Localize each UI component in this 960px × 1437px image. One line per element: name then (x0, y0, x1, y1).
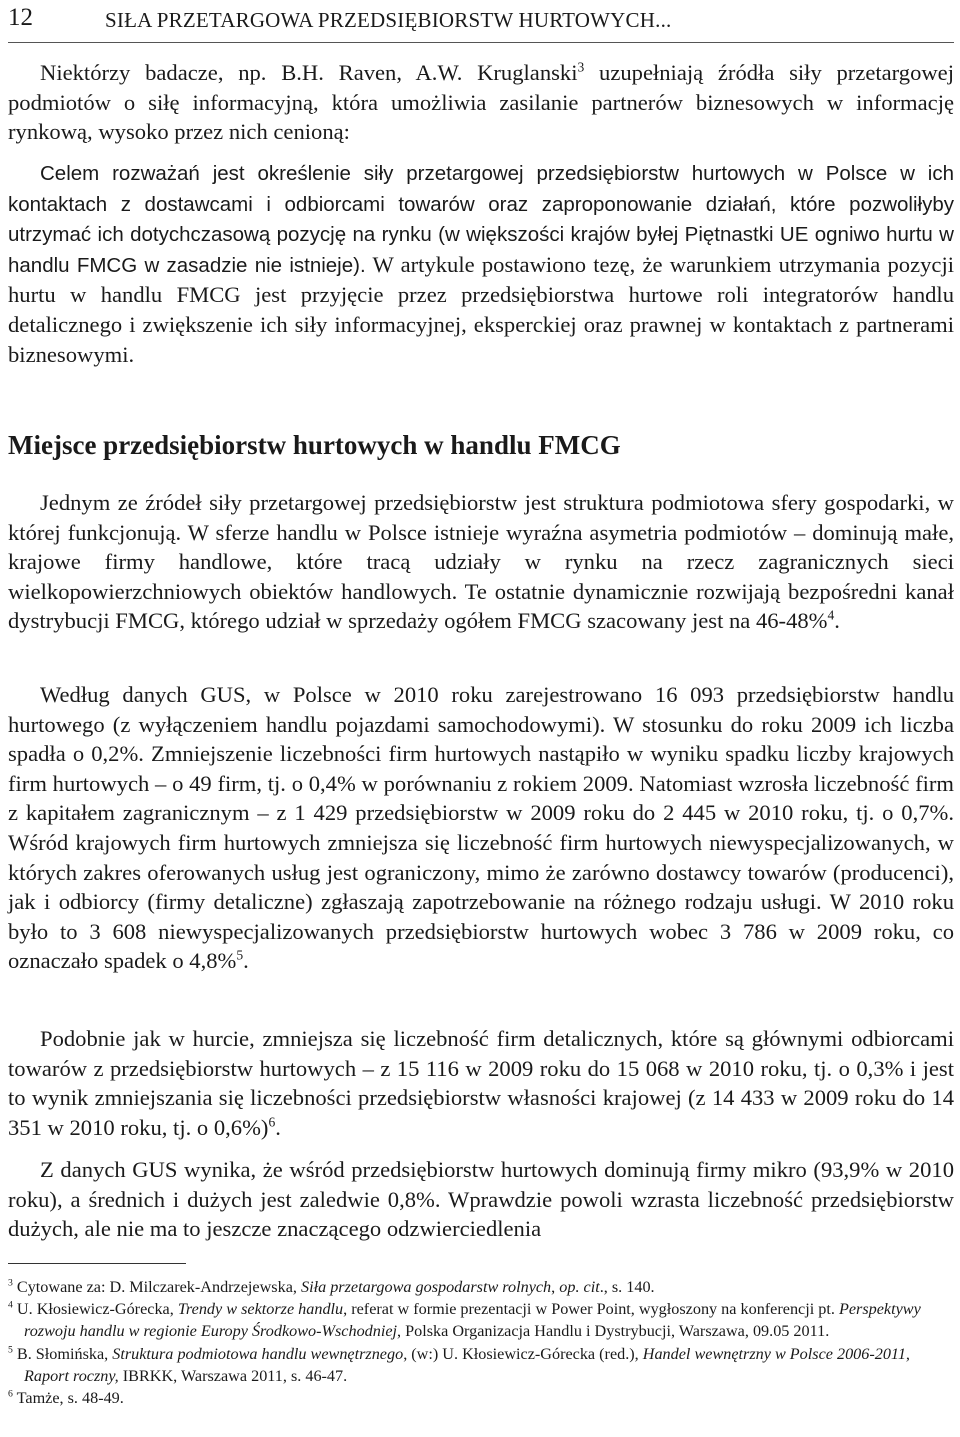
footnote-text: , (551, 1278, 560, 1296)
intro-paragraph (8, 58, 954, 147)
footnote-title: Siła przetargowa gospodarstw rolnych (300, 1278, 552, 1296)
footnote-4 (8, 1298, 954, 1342)
footnote-6 (8, 1387, 954, 1409)
footnote-text: Cytowane za: D. Milczarek-Andrzejewska, (16, 1278, 301, 1296)
paragraph-tail: . (243, 948, 249, 974)
intro-text: Niektórzy badacze, np. B.H. Raven, A.W. Kruglanski (40, 60, 578, 85)
footnote-number: 6 (8, 1388, 13, 1400)
paragraph-text: Według danych GUS, w Polsce w 2010 roku zarejestrowano 16 093 przedsiębiorstw handlu hurtowego (z wyłączeniem handlu pojazdami samochodowymi). W stosunku do roku 2009 ich liczba spadła o 0,2%. Zmniejszenie liczebności firm hurtowych nastąpiło w wyniku spadku liczby krajowych firm hurtowych – o 49 firm, tj. o 0,4% w porównaniu z rokiem 2009. Natomiast wzrosła liczebność firm z kapitałem zagranicznym – z 1 429 przedsiębiorstw w 2009 roku do 2 445 w 2010 roku, tj. o 0,7%. Wśród krajowych firm hurtowych zmniejsza się liczebność firm hurtowych niewyspecjalizowanych, w których zakres oferowanych usług jest ograniczony, mimo że zarówno dostawcy towarów (producenci), jak i odbiorcy (firmy detaliczne) zgłaszają zapotrzebowanie na różnego rodzaju usługi. W 2010 roku było to 3 608 niewyspecjalizowanych przedsiębiorstw hurtowych wobec 3 786 w 2009 roku, co oznaczało spadek o 4,8% (8, 682, 954, 974)
footnote-ref[interactable]: 5 (236, 947, 244, 963)
footnote-ref[interactable]: 3 (577, 59, 585, 75)
paragraph-4 (8, 1155, 954, 1244)
paragraph-3 (8, 1024, 954, 1142)
page-number: 12 (8, 4, 33, 31)
footnote-text: , (w:) U. Kłosiewicz-Górecka (red.), (403, 1344, 643, 1363)
footnote-title: Trendy w sektorze handlu (177, 1300, 344, 1319)
paragraph-2 (8, 680, 954, 976)
footnote-text: , Polska Organizacja Handlu i Dystrybucji, Warszawa, 09.05 2011. (397, 1322, 830, 1341)
paragraph-text: Podobnie jak w hurcie, zmniejsza się liczebność firm detalicznych, które są głównymi odbiorcami towarów z przedsiębiorstw hurtowych – z 15 116 w 2009 roku do 15 068 w 2010 roku, tj. o 0,3% i jest to wynik zmniejszania się liczebności przedsiębiorstw własności krajowej (z 14 433 w 2009 roku do 14 351 w 2010 roku, tj. o 0,6%) (8, 1026, 954, 1140)
footnotes (8, 1276, 954, 1409)
footnote-text: Tamże, s. 48-49. (16, 1389, 124, 1408)
abstract-text: W artykule postawiono tezę, że warunkiem utrzymania pozycji hurtu w handlu FMCG jest przyjęcie przez przedsiębiorstwa hurtowe roli integratorów handlu detalicznego i zwiększenie ich siły informacyjnej, eksperckiej oraz prawnej w kontaktach z partnerami biznesowymi. (8, 251, 955, 367)
abstract-paragraph (8, 158, 954, 369)
paragraph-tail: . (834, 608, 840, 634)
paragraph-text: Z danych GUS wynika, że wśród przedsiębiorstw hurtowych dominują firmy mikro (93,9% w 2010 roku), a średnich i dużych jest zaledwie 0,8%. Wprawdzie powoli wzrasta liczebność przedsiębiorstw dużych, ale nie ma to jeszcze znaczącego odzwierciedlenia (8, 1157, 954, 1242)
section-heading: Miejsce przedsiębiorstw hurtowych w handlu FMCG (8, 430, 621, 460)
footnote-text: IBRKK, Warszawa 2011, s. 46-47. (118, 1366, 348, 1385)
footnote-number: 4 (8, 1299, 13, 1311)
footnote-ref[interactable]: 4 (827, 607, 835, 623)
paragraph-1 (8, 488, 954, 636)
footnote-title: Struktura podmiotowa handlu wewnętrznego (112, 1344, 404, 1363)
footnote-text: , referat w formie prezentacji w Power Point, wygłoszony na konferencji pt. (343, 1300, 839, 1319)
footnote-5 (8, 1343, 954, 1387)
footnote-title: Handel wewnętrzny w Polsce 2006-2011, Raport roczny, (24, 1344, 910, 1385)
footnote-number: 3 (8, 1277, 13, 1289)
intro-text-cont: uzupełniają źródła siły przetargowej podmiotów o siłę informacyjną, która umożliwia zasilanie partnerów biznesowych w informację rynkową, wysoko przez nich cenioną: (8, 60, 954, 145)
footnote-title: op. cit (559, 1278, 600, 1296)
footnote-text: ., s. 140. (599, 1278, 655, 1296)
footnote-3 (8, 1276, 954, 1298)
footnote-rule (8, 1263, 186, 1264)
footnote-number: 5 (8, 1344, 13, 1356)
footnote-text: B. Słomińska, (16, 1344, 113, 1363)
header-rule (8, 42, 954, 43)
abstract-quote: Celem rozważań jest określenie siły przetargowej przedsiębiorstw hurtowych w Polsce w ich kontaktach z dostawcami i odbiorcami towarów oraz zaproponowanie działań, które pozwoliłyby utrzymać ich dotychczasową pozycję na rynku (w większości krajów byłej Piętnastki UE ogniwo hurtu w handlu FMCG w zasadzie nie istnieje). (8, 162, 954, 277)
running-title: SIŁA PRZETARGOWA PRZEDSIĘBIORSTW HURTOWYCH... (105, 8, 672, 32)
page-header (8, 4, 954, 40)
footnote-text: U. Kłosiewicz-Górecka, (16, 1300, 178, 1319)
footnote-title: Perspektywy rozwoju handlu w regionie Europy Środkowo-Wschodniej (24, 1300, 921, 1341)
paragraph-text: Jednym ze źródeł siły przetargowej przedsiębiorstw jest struktura podmiotowa sfery gospodarki, w której funkcjonują. W sferze handlu w Polsce istnieje wyraźna asymetria podmiotów – dominują małe, krajowe firmy handlowe, które tracą udziały w rynku na rzecz zagranicznych sieci wielkopowierzchniowych obiektów handlowych. Te ostatnie dynamicznie rozwijają bezpośredni kanał dystrybucji FMCG, którego udział w sprzedaży ogółem FMCG szacowany jest na 46-48% (8, 490, 954, 634)
paragraph-tail: . (275, 1114, 281, 1140)
footnote-ref[interactable]: 6 (268, 1114, 276, 1130)
